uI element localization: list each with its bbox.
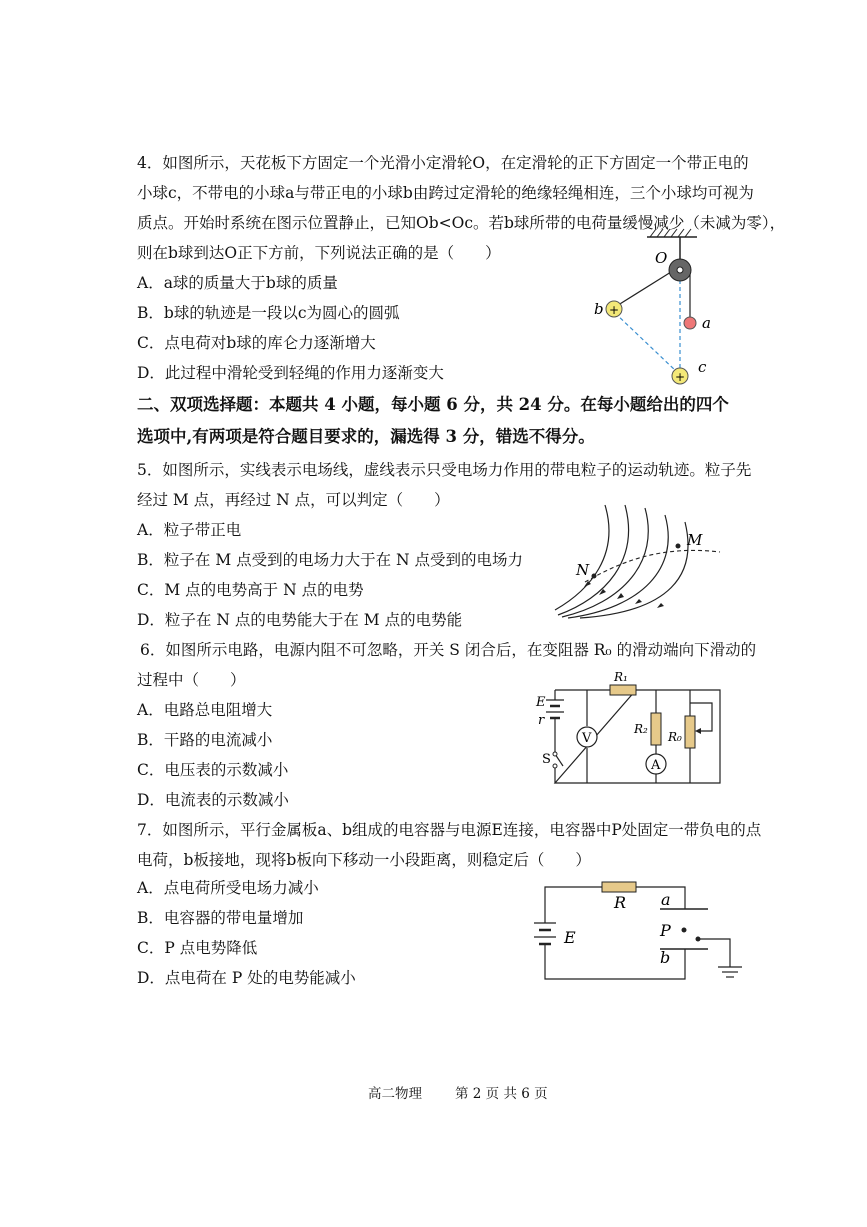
label-r: r: [538, 713, 545, 728]
q5-option-a: A．粒子带正电: [137, 521, 242, 539]
q7-option-c: C．P 点电势降低: [137, 939, 258, 957]
q6-circuit-figure: [530, 668, 735, 793]
footer-subject: 高二物理: [368, 1086, 422, 1102]
label-R2: R₂: [634, 722, 648, 736]
q7-line-1: 7．如图所示，平行金属板a、b组成的电容器与电源E连接，电容器中P处固定一带负电的点: [137, 821, 762, 839]
label-A: A: [651, 758, 661, 773]
section2-line-1: 二、双项选择题：本题共 4 小题，每小题 6 分，共 24 分。在每小题给出的四个: [137, 395, 729, 414]
label-O: O: [655, 249, 668, 267]
label-a: a: [702, 314, 711, 332]
q6-option-a: A．电路总电阻增大: [137, 701, 273, 719]
q5-option-b: B．粒子在 M 点受到的电场力大于在 N 点受到的电场力: [137, 551, 524, 569]
q6-line-2: 过程中（ ）: [137, 671, 246, 689]
q7-option-a: A．点电荷所受电场力减小: [137, 879, 319, 897]
q4-line-4: 则在b球到达O正下方前，下列说法正确的是（ ）: [137, 244, 501, 262]
q5-option-c: C．M 点的电势高于 N 点的电势: [137, 581, 364, 599]
svg-text:+: +: [609, 303, 620, 317]
q4-option-a: A．a球的质量大于b球的质量: [137, 274, 338, 292]
label-S: S: [542, 752, 551, 767]
label-N: N: [576, 561, 590, 579]
footer-page: 第 2 页 共 6 页: [455, 1086, 548, 1102]
label-c: c: [698, 358, 707, 376]
q5-option-d: D．粒子在 N 点的电势能大于在 M 点的电势能: [137, 611, 463, 629]
q4-line-1: 4．如图所示，天花板下方固定一个光滑小定滑轮O，在定滑轮的正下方固定一个带正电的: [137, 154, 749, 172]
label-P: P: [660, 921, 671, 940]
q4-pulley-figure: [585, 225, 735, 395]
q7-option-b: B．电容器的带电量增加: [137, 909, 304, 927]
q5-line-2: 经过 M 点，再经过 N 点，可以判定（ ）: [137, 491, 450, 509]
q7-line-2: 电荷，b板接地，现将b板向下移动一小段距离，则稳定后（ ）: [137, 851, 591, 869]
label-b: b: [594, 300, 604, 318]
label-E: E: [536, 695, 546, 710]
label-V: V: [582, 731, 592, 746]
q4-option-b: B．b球的轨迹是一段以c为圆心的圆弧: [137, 304, 400, 322]
svg-text:+: +: [675, 370, 686, 384]
q5-line-1: 5．如图所示，实线表示电场线，虚线表示只受电场力作用的带电粒子的运动轨迹。粒子先: [137, 461, 752, 479]
q6-option-c: C．电压表的示数减小: [137, 761, 289, 779]
section2-line-2: 选项中,有两项是符合题目要求的，漏选得 3 分，错选不得分。: [137, 427, 595, 446]
label-R: R: [614, 893, 627, 912]
label-a: a: [661, 890, 671, 909]
q4-option-d: D．此过程中滑轮受到轻绳的作用力逐渐变大: [137, 364, 444, 382]
label-E: E: [564, 928, 576, 947]
label-R1: R₁: [614, 670, 628, 684]
q5-field-lines-figure: [550, 500, 730, 620]
q4-line-3: 质点。开始时系统在图示位置静止，已知Ob<Oc。若b球所带的电荷量缓慢减少（未减为零），: [137, 214, 786, 232]
q7-capacitor-figure: [530, 875, 745, 987]
q6-option-b: B．干路的电流减小: [137, 731, 273, 749]
label-M: M: [687, 531, 703, 549]
label-R0: R₀: [668, 730, 682, 744]
q6-option-d: D．电流表的示数减小: [137, 791, 289, 809]
q7-option-d: D．点电荷在 P 处的电势能减小: [137, 969, 356, 987]
q4-line-2: 小球c，不带电的小球a与带正电的小球b由跨过定滑轮的绝缘轻绳相连，三个小球均可视为: [137, 184, 754, 202]
q4-option-c: C．点电荷对b球的库仑力逐渐增大: [137, 334, 376, 352]
q6-line-1: 6．如图所示电路，电源内阻不可忽略，开关 S 闭合后，在变阻器 R₀ 的滑动端向下滑动的: [140, 641, 757, 659]
label-b: b: [660, 948, 671, 967]
